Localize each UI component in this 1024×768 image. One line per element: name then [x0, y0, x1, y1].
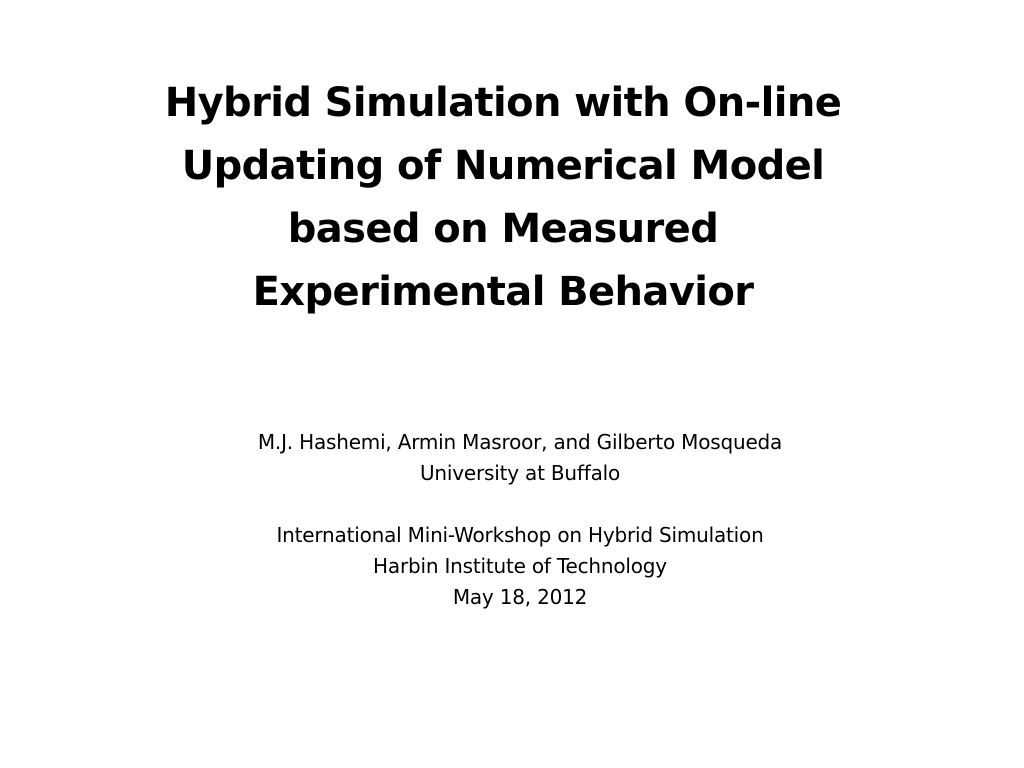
title-line-3: based on Measured	[287, 206, 719, 252]
title-line-2: Updating of Numerical Model	[181, 143, 825, 189]
affiliation: University at Buffalo	[419, 461, 621, 485]
subtitle-spacer	[170, 489, 870, 520]
title-line-4: Experimental Behavior	[252, 269, 754, 315]
venue: Harbin Institute of Technology	[373, 554, 667, 578]
authors: M.J. Hashemi, Armin Masroor, and Gilberto Mosqueda	[257, 430, 783, 454]
slide-subtitle	[170, 427, 870, 613]
title-line-1: Hybrid Simulation with On-line	[164, 80, 842, 126]
slide-title	[100, 72, 906, 324]
event-name: International Mini-Workshop on Hybrid Simulation	[276, 523, 764, 547]
event-date: May 18, 2012	[452, 585, 588, 609]
